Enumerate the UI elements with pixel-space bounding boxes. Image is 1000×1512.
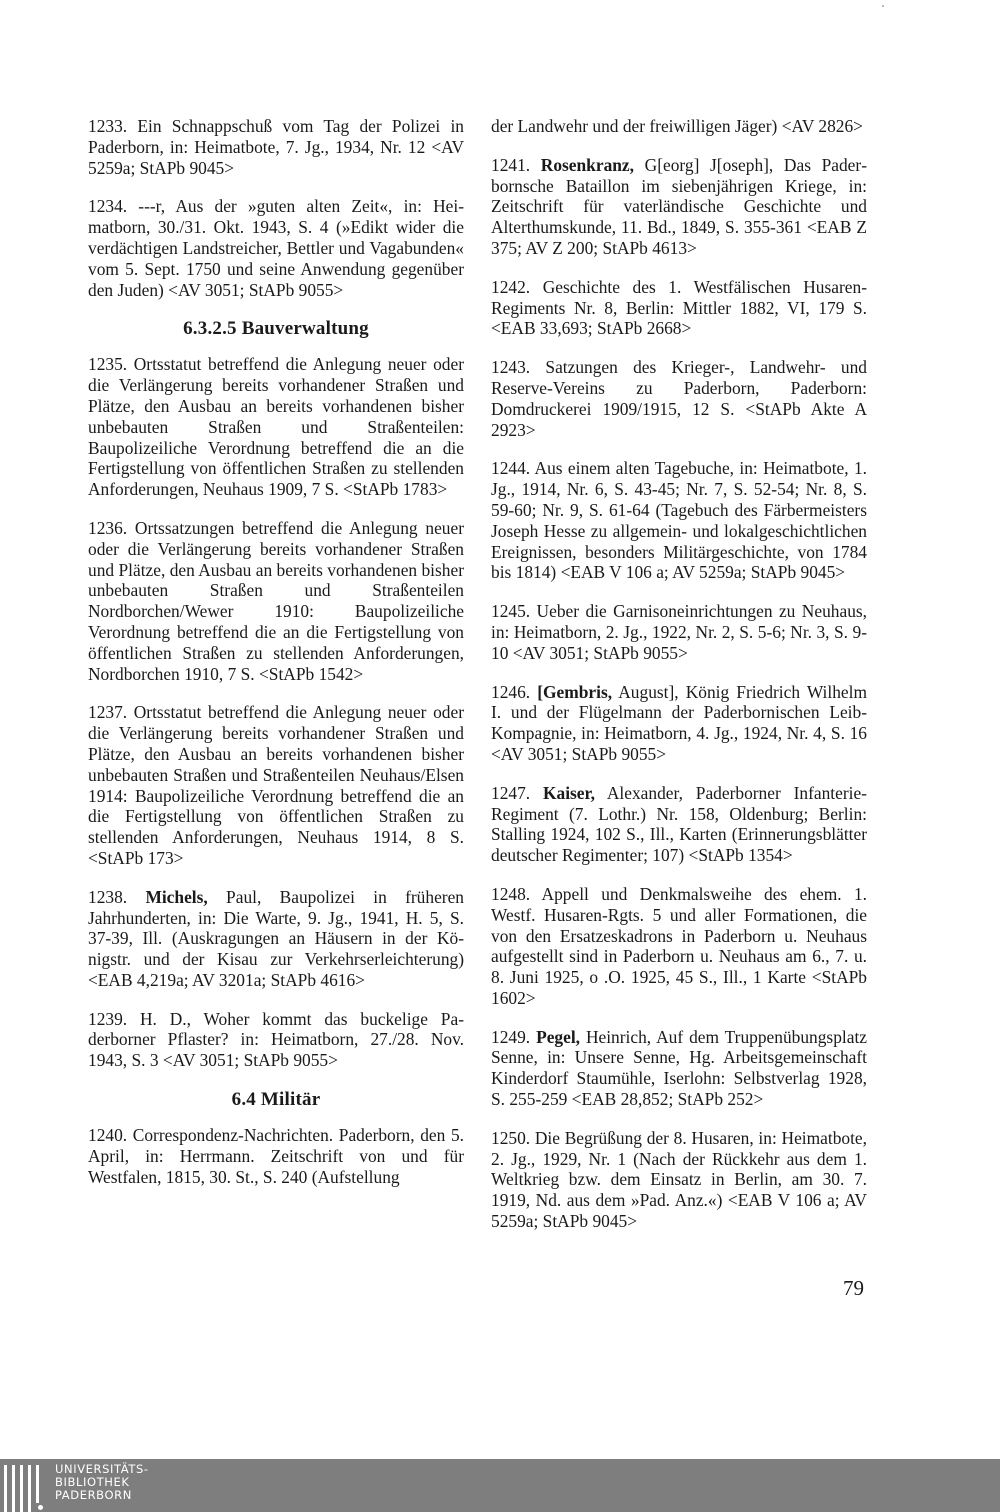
entry-number: 1246. <box>491 681 538 702</box>
entry-1242: 1242. Geschichte des 1. Westfälischen Husaren-Regiments Nr. 8, Berlin: Mittler 1882, VI, 179 S. <EAB 33,693; StAPb 2668> <box>491 276 867 339</box>
entry-1234: 1234. ---r, Aus der »guten alten Zeit«, in: Heimatborn, 30./31. Okt. 1943, S. 4 (»Edikt wider die verdächtigen Landstreicher, Bettler und Vagabunden« vom 5. Sept. 1750 und seine Anwendung gegenüber den Juden) <AV 3051; StAPb 9055> <box>88 196 464 300</box>
entry-1240: 1240. Correspondenz-Nachrichten. Paderborn, den 5. April, in: Herrmann. Zeitschrift von und für Westfalen, 1815, 30. St., S. 240 (Aufstellung <box>88 1125 464 1187</box>
entry-text: G[eorg] J[oseph], Das Paderbornsche Bataillon im siebenjährigen Kriege, in: Zeitschrift für vaterländische Geschichte und Alterthumskunde, 11. Bd., 1849, S. 355-361 <EAB Z 375; AV Z 200; StAPb 4613> <box>491 154 867 258</box>
entry-author: Kaiser, <box>542 782 595 803</box>
entry-1237: 1237. Ortsstatut betreffend die Anlegung neuer oder die Verlängerung bereits vorhandener Straßen und Plätze, den Ausbau an bereits vorhandenen bisher unbebauten Straßen und Straßenteilen Neuhaus/Elsen 1914: Baupolizeiliche Verordnung betreffend die an die Fertigstellung von öffentlichen Straßen zu stellenden Anforderungen, Neuhaus 1914, 8 S. <StAPb 173> <box>88 702 464 868</box>
entry-1247 <box>491 783 867 866</box>
entry-number: 1249. <box>491 1026 537 1047</box>
scan-speck <box>882 5 884 7</box>
entry-1235: 1235. Ortsstatut betreffend die Anlegung neuer oder die Verlängerung bereits vorhandener Straßen und Plätze, den Ausbau an bereits vorhandenen bisher unbebauten Straßen und Straßenteilen: Baupolizeiliche Verordnung betreffend die an die Fertigstellung von öffentlichen Straßen zu stellenden Anforderungen, Neuhaus 1909, 7 S. <StAPb 1783> <box>88 354 464 500</box>
entry-text: Heinrich, Auf dem Truppenübungsplatz Senne, in: Unsere Senne, Hg. Arbeitsgemeinschaft Kinderdorf Staumühle, Iserlohn: Selbstverlag 1928, S. 255-259 <EAB 28,852; StAPb 252> <box>491 1026 868 1110</box>
entry-1238 <box>88 887 464 991</box>
library-name-line-1: UNIVERSITÄTS- <box>55 1462 149 1476</box>
entry-text: Paul, Baupolizei in früheren Jahrhunderten, in: Die Warte, 9. Jg., 1941, H. 5, S. 37-39, Ill. (Auskragungen an Häusern in der Königstr. und der Kisau zur Verkehrserleichterung) <EAB 4,219a; AV 3201a; StAPb 4616> <box>88 886 464 990</box>
entry-1239: 1239. H. D., Woher kommt das buckelige Paderborner Pflaster? in: Heimatborn, 27./28. Nov. 1943, S. 3 <AV 3051; StAPb 9055> <box>88 1008 464 1071</box>
entry-1246 <box>491 682 867 765</box>
entry-text: Alexander, Paderborner Infanterie-Regiment (7. Lothr.) Nr. 158, Oldenburg; Berlin: Stalling 1924, 102 S., Ill., Karten (Erinnerungsblätter deutscher Regimenter; 107) <StAPb 1354> <box>491 782 867 866</box>
entry-1243: 1243. Satzungen des Krieger-, Landwehr- und Reserve-Vereins zu Paderborn, Paderborn: Domdruckerei 1909/1915, 12 S. <StAPb Akte A 2923> <box>491 357 867 440</box>
entry-author: Michels, <box>145 886 208 907</box>
library-name-line-3: PADERBORN <box>55 1488 132 1502</box>
entry-1236: 1236. Ortssatzungen betreffend die Anlegung neuer oder die Verlängerung bereits vorhandener Straßen und Plätze, den Ausbau an bereits vorhandenen bisher unbebauten Straßen und Straßenteilen Nordborchen/Wewer 1910: Baupolizeiliche Verordnung betreffend die an die Fertigstellung von öffentlichen Straßen zu stellenden Anforderungen, Nordborchen 1910, 7 S. <StAPb 1542> <box>88 517 464 684</box>
entry-1244: 1244. Aus einem alten Tagebuche, in: Heimatbote, 1. Jg., 1914, Nr. 6, S. 43-45; Nr. 7, S. 52-54; Nr. 8, S. 59-60; Nr. 9, S. 61-64 (Tagebuch des Färbermeisters Joseph Hesse zu allgemein- und lokalgeschichtlichen Ereignissen, besonders Militärgeschichte, von 1784 bis 1814) <EAB V 106 a; AV 5259a; StAPb 9045> <box>491 458 867 583</box>
entry-1249 <box>491 1027 867 1110</box>
entry-1250: 1250. Die Begrüßung der 8. Husaren, in: Heimatbote, 2. Jg., 1929, Nr. 1 (Nach der Rückkehr aus dem 1. Weltkrieg bzw. dem Einsatz in Berlin, am 30. 7. 1919, Nd. aus dem »Pad. Anz.«) <EAB V 106 a; AV 5259a; StAPb 9045> <box>491 1127 867 1232</box>
entry-text: August], König Friedrich Wilhelm I. und der Flügelmann der Paderbornischen Leib-Kompagnie, in: Heimatborn, 4. Jg., 1924, Nr. 4, S. 16 <AV 3051; StAPb 9055> <box>491 681 867 764</box>
entry-1240-continued: der Landwehr und der freiwilligen Jäger) <AV 2826> <box>491 116 863 136</box>
left-column <box>88 116 464 1205</box>
page-number: 79 <box>843 1276 864 1300</box>
entry-number: 1247. <box>491 782 543 803</box>
entry-number: 1238. <box>88 886 146 907</box>
entry-author: Rosenkranz, <box>540 154 635 175</box>
entry-1245: 1245. Ueber die Garnisoneinrichtungen zu Neuhaus, in: Heimatborn, 2. Jg., 1922, Nr. 2, S. 5-6; Nr. 3, S. 9-10 <AV 3051; StAPb 9055> <box>491 601 867 663</box>
section-heading-bauverwaltung: 6.3.2.5 Bauverwaltung <box>183 318 369 340</box>
library-footer-banner <box>0 1459 1000 1512</box>
entry-author: [Gembris, <box>537 681 613 702</box>
entry-number: 1241. <box>491 154 541 175</box>
entry-1233: 1233. Ein Schnappschuß vom Tag der Polizei in Paderborn, in: Heimatbote, 7. Jg., 1934, Nr. 12 <AV 5259a; StAPb 9045> <box>88 116 464 178</box>
logo-dot-icon <box>38 1505 43 1510</box>
entry-1241 <box>491 155 867 259</box>
section-heading-militaer: 6.4 Militär <box>231 1089 321 1111</box>
library-name <box>55 1463 149 1502</box>
entry-1248: 1248. Appell und Denkmalsweihe des ehem. 1. Westf. Husaren-Rgts. 5 und aller Formationen, die von den Ersatzeskadrons in Paderborn u. Neuhaus aufgestellt sind in Paderborn u. Neuhaus am 6., 7. u. 8. Juni 1925, o .O. 1925, 45 S., Ill., 1 Karte <StAPb 1602> <box>491 883 867 1008</box>
library-name-line-2: BIBLIOTHEK <box>55 1475 130 1489</box>
entry-author: Pegel, <box>536 1026 581 1047</box>
right-column <box>491 116 867 1250</box>
